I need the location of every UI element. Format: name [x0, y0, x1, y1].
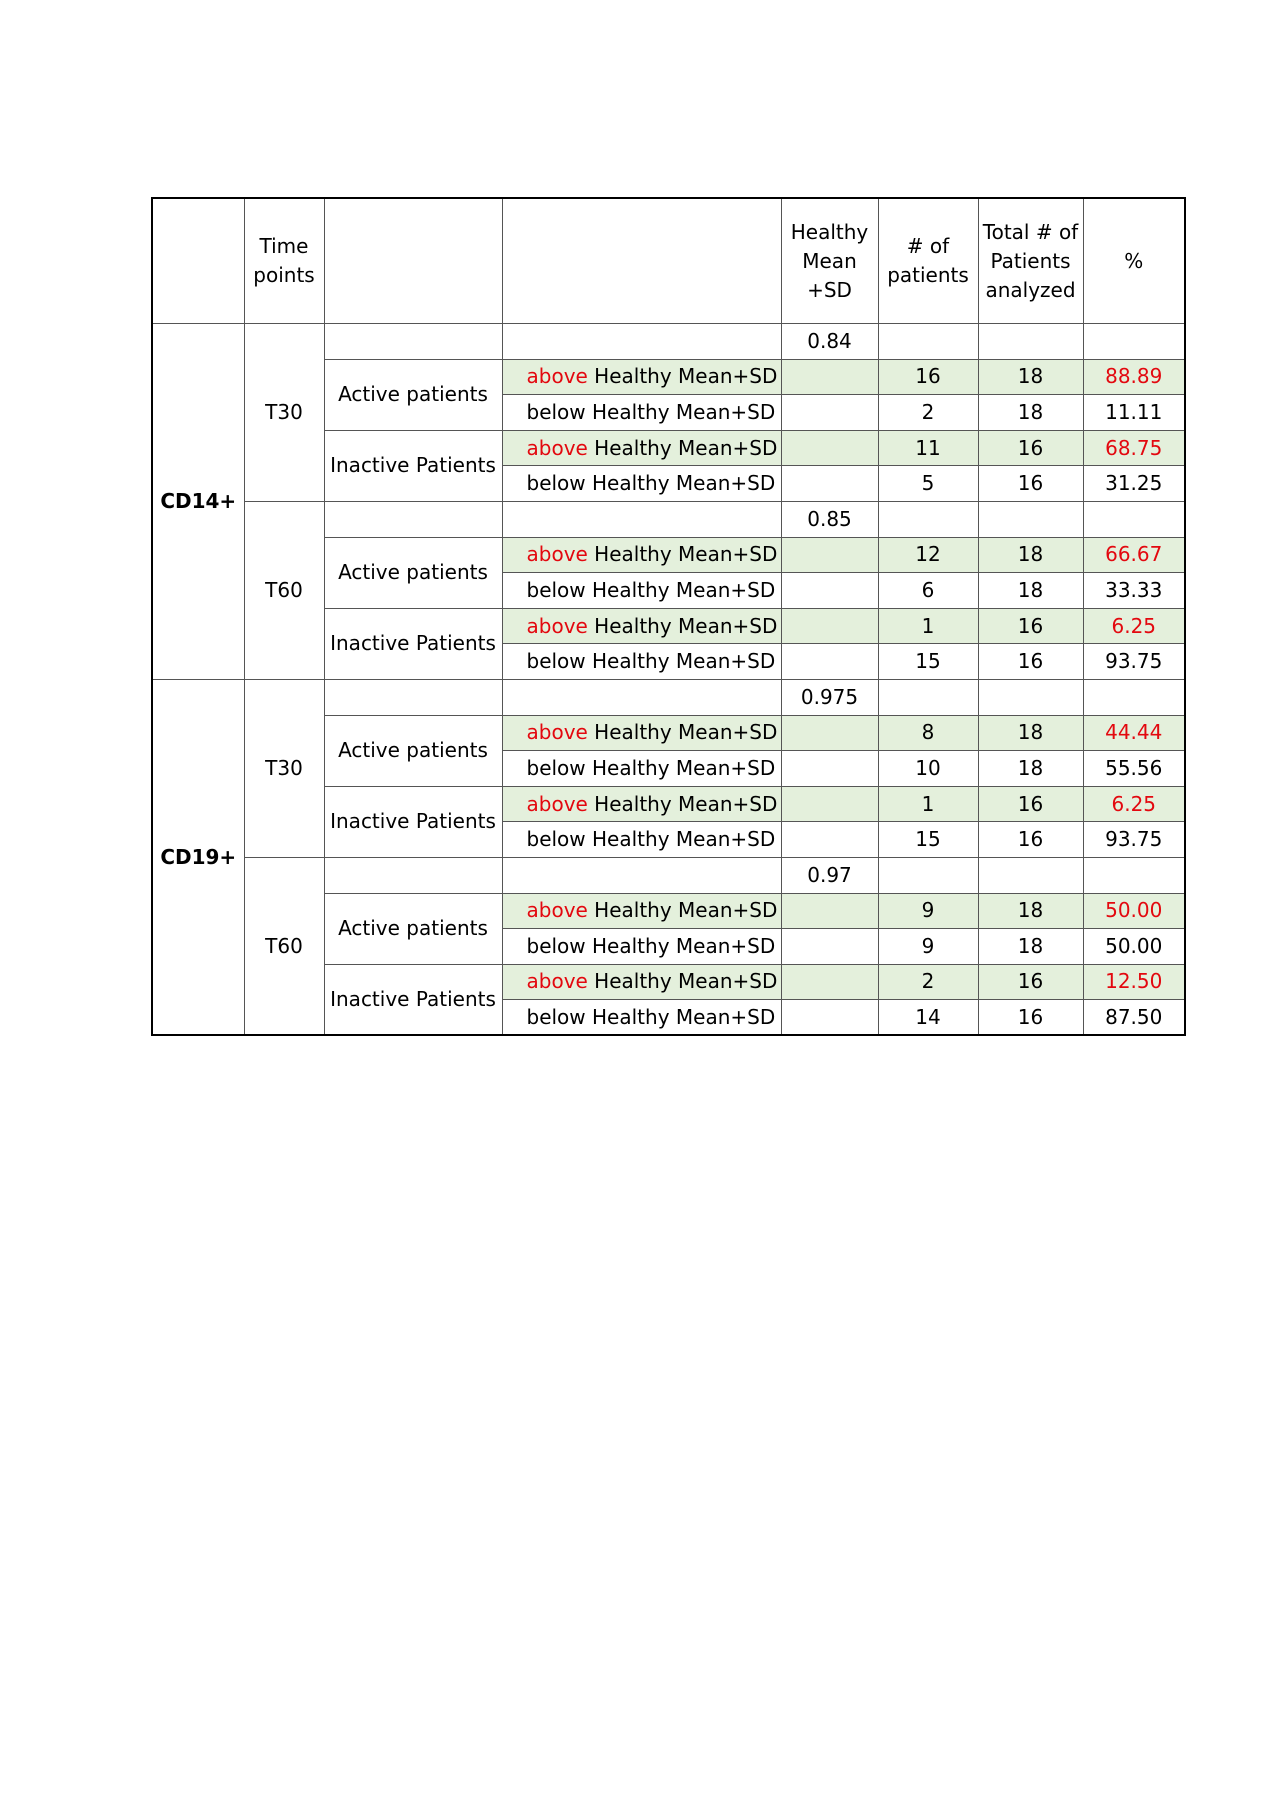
healthy-mean-value: 0.85: [781, 501, 878, 537]
empty-cell: [781, 751, 878, 787]
table-row: [152, 324, 1185, 360]
header-empty-condition: [502, 198, 781, 324]
empty-cell: [978, 324, 1083, 360]
empty-cell: [781, 929, 878, 965]
table-row: [152, 679, 1185, 715]
header-time-points: Time points: [244, 198, 324, 324]
condition-suffix: Healthy Mean+SD: [585, 755, 776, 780]
below-keyword: below: [526, 649, 586, 674]
timepoint-cell: T30: [244, 324, 324, 502]
percent-value: 93.75: [1083, 644, 1185, 680]
condition-cell: [502, 537, 781, 573]
empty-cell: [502, 324, 781, 360]
below-keyword: below: [526, 755, 586, 780]
table-row: [152, 857, 1185, 893]
percent-value: 12.50: [1083, 964, 1185, 1000]
above-keyword: above: [526, 791, 588, 816]
condition-suffix: Healthy Mean+SD: [585, 471, 776, 496]
condition-suffix: Healthy Mean+SD: [585, 399, 776, 424]
above-keyword: above: [526, 898, 588, 923]
total-patients: 16: [978, 608, 1083, 644]
header-empty-cohort: [324, 198, 502, 324]
below-keyword: below: [526, 471, 586, 496]
percent-value: 44.44: [1083, 715, 1185, 751]
header-percent: %: [1083, 198, 1185, 324]
timepoint-cell: T60: [244, 501, 324, 679]
condition-suffix: Healthy Mean+SD: [587, 613, 778, 638]
total-patients: 18: [978, 395, 1083, 431]
header-row: [152, 198, 1185, 324]
patients-count: 15: [878, 822, 978, 858]
above-keyword: above: [526, 364, 588, 389]
patients-count: 9: [878, 929, 978, 965]
empty-cell: [781, 466, 878, 502]
empty-cell: [1083, 324, 1185, 360]
empty-cell: [978, 857, 1083, 893]
total-patients: 18: [978, 751, 1083, 787]
total-patients: 16: [978, 430, 1083, 466]
below-keyword: below: [526, 933, 586, 958]
condition-cell: [502, 893, 781, 929]
table-body: [152, 324, 1185, 1036]
condition-suffix: Healthy Mean+SD: [585, 577, 776, 602]
below-keyword: below: [526, 827, 586, 852]
empty-cell: [878, 501, 978, 537]
total-patients: 18: [978, 537, 1083, 573]
condition-cell: [502, 430, 781, 466]
empty-cell: [502, 679, 781, 715]
empty-cell: [978, 679, 1083, 715]
results-table: [151, 197, 1186, 1036]
healthy-mean-value: 0.975: [781, 679, 878, 715]
condition-suffix: Healthy Mean+SD: [587, 969, 778, 994]
timepoint-cell: T60: [244, 857, 324, 1035]
percent-value: 50.00: [1083, 893, 1185, 929]
patients-count: 1: [878, 786, 978, 822]
empty-cell: [324, 679, 502, 715]
empty-cell: [1083, 679, 1185, 715]
patients-count: 2: [878, 964, 978, 1000]
patients-count: 16: [878, 359, 978, 395]
percent-value: 66.67: [1083, 537, 1185, 573]
condition-cell: [502, 786, 781, 822]
total-patients: 16: [978, 786, 1083, 822]
patients-count: 14: [878, 1000, 978, 1036]
cohort-label: Active patients: [324, 893, 502, 964]
empty-cell: [781, 964, 878, 1000]
empty-cell: [781, 430, 878, 466]
below-keyword: below: [526, 577, 586, 602]
below-keyword: below: [526, 1004, 586, 1029]
condition-cell: [502, 608, 781, 644]
condition-cell: [502, 644, 781, 680]
below-keyword: below: [526, 399, 586, 424]
healthy-mean-value: 0.84: [781, 324, 878, 360]
empty-cell: [978, 501, 1083, 537]
cohort-label: Inactive Patients: [324, 430, 502, 501]
empty-cell: [324, 324, 502, 360]
condition-suffix: Healthy Mean+SD: [587, 435, 778, 460]
condition-suffix: Healthy Mean+SD: [585, 827, 776, 852]
percent-value: 68.75: [1083, 430, 1185, 466]
percent-value: 93.75: [1083, 822, 1185, 858]
empty-cell: [781, 644, 878, 680]
total-patients: 18: [978, 929, 1083, 965]
condition-cell: [502, 1000, 781, 1036]
empty-cell: [878, 679, 978, 715]
empty-cell: [1083, 501, 1185, 537]
above-keyword: above: [526, 969, 588, 994]
condition-suffix: Healthy Mean+SD: [585, 933, 776, 958]
empty-cell: [781, 395, 878, 431]
table-row: [152, 501, 1185, 537]
above-keyword: above: [526, 542, 588, 567]
healthy-mean-value: 0.97: [781, 857, 878, 893]
condition-cell: [502, 466, 781, 502]
empty-cell: [324, 857, 502, 893]
total-patients: 16: [978, 1000, 1083, 1036]
above-keyword: above: [526, 613, 588, 638]
empty-cell: [781, 893, 878, 929]
condition-cell: [502, 573, 781, 609]
above-keyword: above: [526, 720, 588, 745]
empty-cell: [878, 857, 978, 893]
condition-cell: [502, 964, 781, 1000]
percent-value: 88.89: [1083, 359, 1185, 395]
total-patients: 16: [978, 466, 1083, 502]
total-patients: 16: [978, 822, 1083, 858]
empty-cell: [781, 1000, 878, 1036]
condition-cell: [502, 751, 781, 787]
total-patients: 18: [978, 359, 1083, 395]
condition-cell: [502, 395, 781, 431]
condition-cell: [502, 715, 781, 751]
patients-count: 12: [878, 537, 978, 573]
condition-suffix: Healthy Mean+SD: [587, 542, 778, 567]
empty-cell: [502, 501, 781, 537]
condition-suffix: Healthy Mean+SD: [585, 1004, 776, 1029]
patients-count: 5: [878, 466, 978, 502]
cohort-label: Active patients: [324, 359, 502, 430]
empty-cell: [781, 822, 878, 858]
above-keyword: above: [526, 435, 588, 460]
total-patients: 18: [978, 893, 1083, 929]
percent-value: 55.56: [1083, 751, 1185, 787]
header-healthy-mean-sd: Healthy Mean +SD: [781, 198, 878, 324]
cohort-label: Inactive Patients: [324, 964, 502, 1035]
percent-value: 31.25: [1083, 466, 1185, 502]
empty-cell: [781, 715, 878, 751]
percent-value: 33.33: [1083, 573, 1185, 609]
cohort-label: Inactive Patients: [324, 786, 502, 857]
condition-cell: [502, 359, 781, 395]
header-number-of-patients: # of patients: [878, 198, 978, 324]
total-patients: 16: [978, 644, 1083, 680]
empty-cell: [781, 359, 878, 395]
cohort-label: Active patients: [324, 715, 502, 786]
condition-cell: [502, 929, 781, 965]
empty-cell: [781, 537, 878, 573]
condition-suffix: Healthy Mean+SD: [587, 898, 778, 923]
patients-count: 8: [878, 715, 978, 751]
header-empty-marker: [152, 198, 244, 324]
empty-cell: [878, 324, 978, 360]
patients-count: 9: [878, 893, 978, 929]
patients-count: 11: [878, 430, 978, 466]
condition-suffix: Healthy Mean+SD: [587, 791, 778, 816]
percent-value: 6.25: [1083, 786, 1185, 822]
empty-cell: [502, 857, 781, 893]
empty-cell: [1083, 857, 1185, 893]
condition-suffix: Healthy Mean+SD: [587, 720, 778, 745]
condition-cell: [502, 822, 781, 858]
header-total-patients-analyzed: Total # of Patients analyzed: [978, 198, 1083, 324]
percent-value: 50.00: [1083, 929, 1185, 965]
patients-count: 6: [878, 573, 978, 609]
patients-count: 1: [878, 608, 978, 644]
marker-cell: CD19+: [152, 679, 244, 1035]
patients-count: 10: [878, 751, 978, 787]
patients-count: 15: [878, 644, 978, 680]
empty-cell: [324, 501, 502, 537]
empty-cell: [781, 786, 878, 822]
percent-value: 11.11: [1083, 395, 1185, 431]
total-patients: 18: [978, 715, 1083, 751]
total-patients: 18: [978, 573, 1083, 609]
cohort-label: Inactive Patients: [324, 608, 502, 679]
condition-suffix: Healthy Mean+SD: [585, 649, 776, 674]
cohort-label: Active patients: [324, 537, 502, 608]
patients-count: 2: [878, 395, 978, 431]
timepoint-cell: T30: [244, 679, 324, 857]
percent-value: 6.25: [1083, 608, 1185, 644]
condition-suffix: Healthy Mean+SD: [587, 364, 778, 389]
marker-cell: CD14+: [152, 324, 244, 680]
empty-cell: [781, 573, 878, 609]
empty-cell: [781, 608, 878, 644]
total-patients: 16: [978, 964, 1083, 1000]
percent-value: 87.50: [1083, 1000, 1185, 1036]
